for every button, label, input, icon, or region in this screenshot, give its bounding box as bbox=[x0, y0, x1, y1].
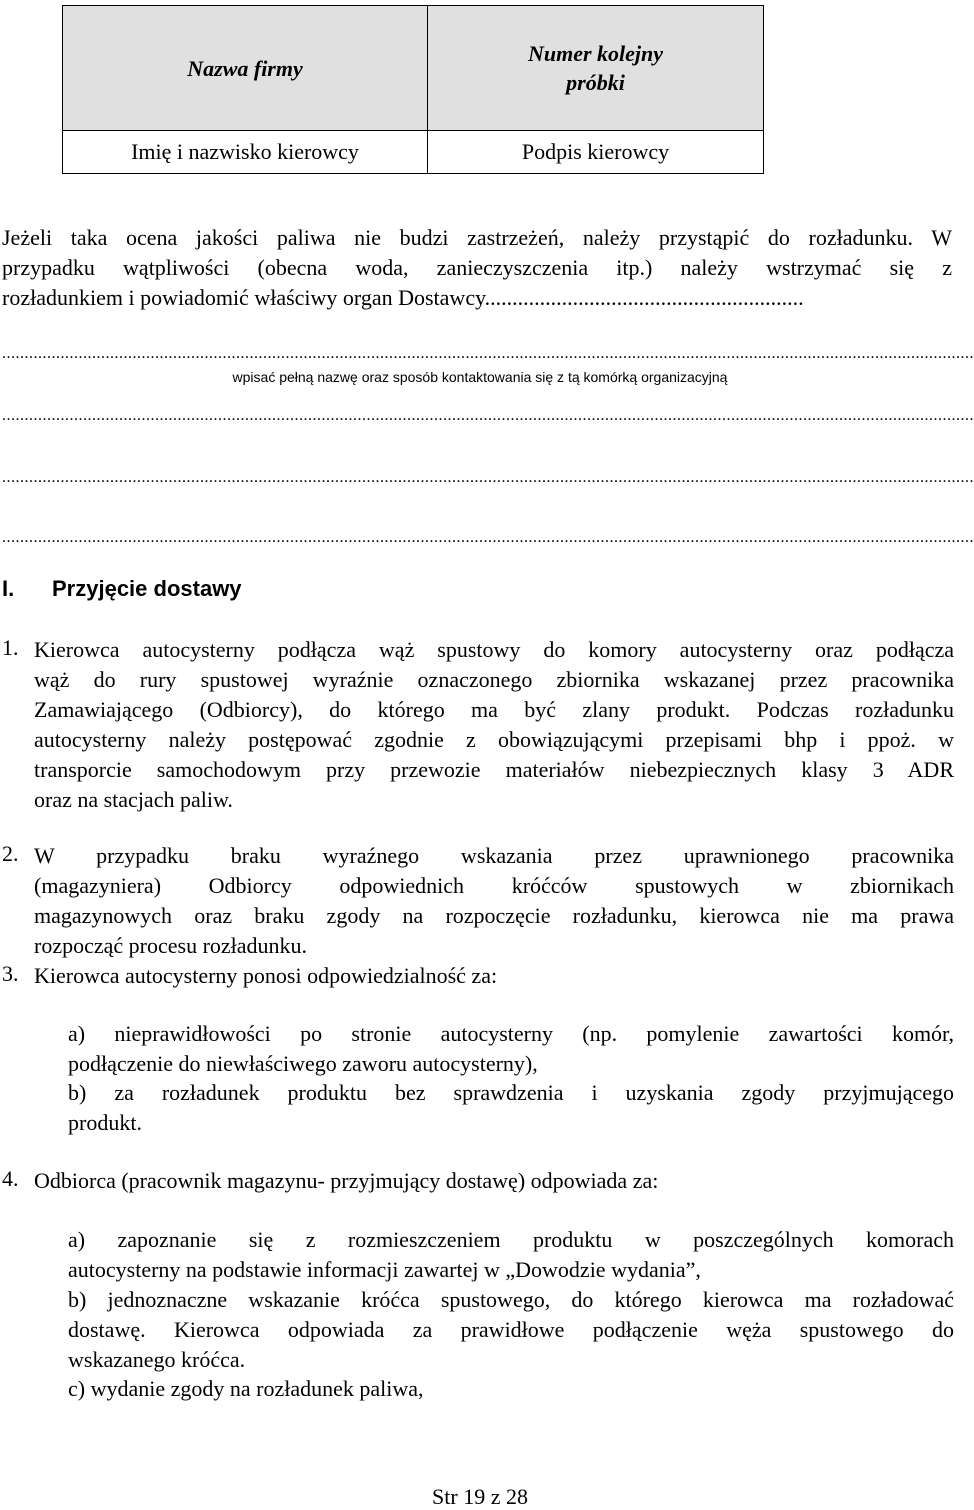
intro-line-1: Jeżeli taka ocena jakości paliwa nie budzi zastrzeżeń, należy przystąpić do rozładunku. W bbox=[2, 225, 952, 250]
fill-in-hint: wpisać pełną nazwę oraz sposób kontaktowania się z tą komórką organizacyjną bbox=[232, 369, 728, 385]
item-4b-line-1: b) jednoznaczne wskazanie króćca spustowego, do którego kierowca ma rozładować bbox=[68, 1287, 954, 1312]
section-title: Przyjęcie dostawy bbox=[52, 576, 242, 601]
item-3a-line-2: podłączenie do niewłaściwego zaworu autocysterny), bbox=[68, 1051, 538, 1076]
item-1-line-6: oraz na stacjach paliw. bbox=[34, 787, 233, 812]
driver-name-label: Imię i nazwisko kierowcy bbox=[131, 139, 359, 164]
driver-name-cell bbox=[63, 131, 428, 174]
driver-signature-label: Podpis kierowcy bbox=[521, 139, 670, 164]
item-1-number: 1. bbox=[2, 635, 19, 660]
item-3-text: Kierowca autocysterny ponosi odpowiedzialność za: bbox=[34, 963, 498, 988]
dotted-line-2: ........................................................................................................................................................................................................................ bbox=[2, 407, 974, 424]
item-1-line-1: Kierowca autocysterny podłącza wąż spustowy do komory autocysterny oraz podłącza bbox=[34, 637, 954, 662]
dotted-line-1: ........................................................................................................................................................................................................................ bbox=[2, 345, 974, 362]
item-1-line-3: Zamawiającego (Odbiorcy), do którego ma być zlany produkt. Podczas rozładunku bbox=[34, 697, 954, 722]
company-name-cell bbox=[63, 6, 428, 131]
dotted-line-4: ........................................................................................................................................................................................................................ bbox=[2, 529, 974, 546]
item-2-line-4: rozpocząć procesu rozładunku. bbox=[34, 933, 308, 958]
item-4b-line-3: wskazanego króćca. bbox=[68, 1347, 246, 1372]
sample-number-cell bbox=[428, 6, 764, 131]
item-2-line-2: (magazyniera) Odbiorcy odpowiednich króćców spustowych w zbiornikach bbox=[34, 873, 954, 898]
item-4b-line-2: dostawę. Kierowca odpowiada za prawidłowe podłączenie węża spustowego do bbox=[68, 1317, 954, 1342]
item-1-line-4: autocysterny należy postępować zgodnie z obowiązującymi przepisami bhp i ppoż. w bbox=[34, 727, 954, 752]
intro-line-2: przypadku wątpliwości (obecna woda, zanieczyszczenia itp.) należy wstrzymać się z bbox=[2, 255, 952, 280]
header-table bbox=[62, 5, 764, 174]
section-number: I. bbox=[2, 576, 15, 601]
driver-signature-cell bbox=[428, 131, 764, 174]
item-3-number: 3. bbox=[2, 961, 19, 986]
item-2-line-3: magazynowych oraz braku zgody na rozpoczęcie rozładunku, kierowca nie ma prawa bbox=[34, 903, 954, 928]
item-3a-line-1: a) nieprawidłowości po stronie autocysterny (np. pomylenie zawartości komór, bbox=[68, 1021, 954, 1046]
section-heading bbox=[2, 576, 242, 602]
intro-line-3: rozładunkiem i powiadomić właściwy organ Dostawcy.......................................................... bbox=[2, 285, 804, 310]
item-4-text: Odbiorca (pracownik magazynu- przyjmujący dostawę) odpowiada za: bbox=[34, 1168, 659, 1193]
item-1-line-2: wąż do rury spustowej wyraźnie oznaczonego zbiornika wskazanej przez pracownika bbox=[34, 667, 954, 692]
dotted-line-3: ........................................................................................................................................................................................................................ bbox=[2, 469, 974, 486]
page-number: Str 19 z 28 bbox=[432, 1484, 528, 1509]
company-name-label: Nazwa firmy bbox=[187, 55, 303, 81]
sample-number-label-line1: Numer kolejny bbox=[527, 41, 664, 66]
sample-number-label-line2: próbki bbox=[566, 70, 625, 95]
item-1-line-5: transporcie samochodowym przy przewozie materiałów niebezpiecznych klasy 3 ADR bbox=[34, 757, 954, 782]
item-4a-line-1: a) zapoznanie się z rozmieszczeniem produktu w poszczególnych komorach bbox=[68, 1227, 954, 1252]
item-4a-line-2: autocysterny na podstawie informacji zawartej w „Dowodzie wydania”, bbox=[68, 1257, 701, 1282]
item-2-number: 2. bbox=[2, 841, 19, 866]
item-4-number: 4. bbox=[2, 1166, 19, 1191]
item-3b-line-2: produkt. bbox=[68, 1110, 142, 1135]
item-4c-line-1: c) wydanie zgody na rozładunek paliwa, bbox=[68, 1376, 424, 1401]
item-3b-line-1: b) za rozładunek produktu bez sprawdzenia i uzyskania zgody przyjmującego bbox=[68, 1080, 954, 1105]
item-2-line-1: W przypadku braku wyraźnego wskazania przez uprawnionego pracownika bbox=[34, 843, 954, 868]
